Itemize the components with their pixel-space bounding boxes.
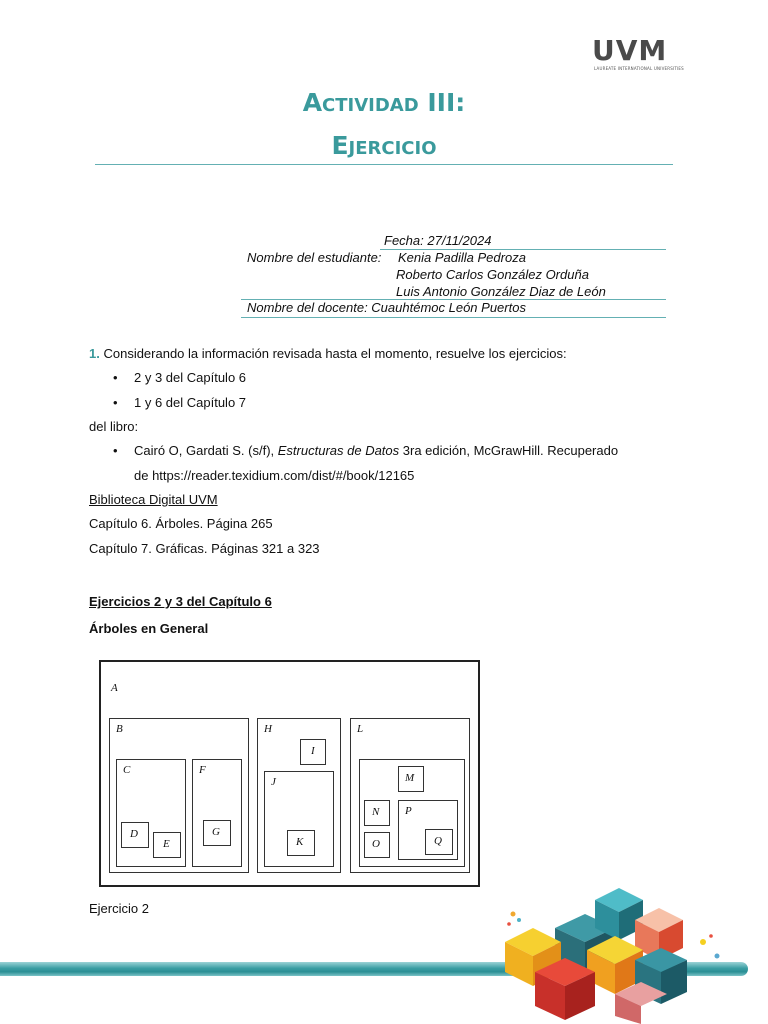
chapter-6-text: Capítulo 6. Árboles. Página 265 bbox=[89, 516, 273, 531]
node-box-k: K bbox=[287, 830, 315, 856]
node-box-m: M bbox=[398, 766, 424, 792]
node-box-o: O bbox=[364, 832, 390, 858]
intro-paragraph bbox=[89, 346, 567, 361]
info-divider bbox=[241, 317, 666, 318]
node-box-h: H I J K bbox=[257, 718, 341, 873]
chapter-7-text: Capítulo 7. Gráficas. Páginas 321 a 323 bbox=[89, 541, 320, 556]
figure-caption: Ejercicio 2 bbox=[89, 901, 149, 916]
student-name: Kenia Padilla Pedroza bbox=[398, 250, 526, 265]
tree-diagram bbox=[99, 660, 480, 887]
list-item: • 1 y 6 del Capítulo 7 bbox=[113, 395, 247, 410]
section-heading: Ejercicios 2 y 3 del Capítulo 6 bbox=[89, 594, 272, 609]
node-box-l: L M N O P Q bbox=[350, 718, 470, 873]
item-number: 1. bbox=[89, 346, 100, 361]
node-box-q: Q bbox=[425, 829, 453, 855]
node-box-inner-l bbox=[359, 759, 465, 867]
reference-item: • Cairó O, Gardati S. (s/f), Estructuras de Datos 3ra edición, McGrawHill. Recuperado bbox=[113, 443, 619, 458]
node-box-n: N bbox=[364, 800, 390, 826]
page-title: Actividad III: bbox=[302, 88, 466, 117]
date-text: Fecha: 27/11/2024 bbox=[384, 233, 492, 248]
student-name: Roberto Carlos González Orduña bbox=[396, 267, 589, 282]
title-divider bbox=[95, 164, 673, 165]
node-box-f: F G bbox=[192, 759, 242, 867]
section-subheading: Árboles en General bbox=[89, 621, 209, 636]
reference-url: de https://reader.texidium.com/dist/#/book/12165 bbox=[134, 468, 415, 483]
library-link[interactable]: Biblioteca Digital UVM bbox=[89, 492, 218, 507]
uvm-logo: UVM bbox=[592, 34, 668, 67]
node-box-j: J K bbox=[264, 771, 334, 867]
node-box-b: B C D E F G bbox=[109, 718, 249, 873]
node-box-c: C D E bbox=[116, 759, 186, 867]
node-box-p: P Q bbox=[398, 800, 458, 860]
cubes-decoration bbox=[495, 876, 735, 1024]
node-box-e: E bbox=[153, 832, 181, 858]
page-subtitle: Ejercicio bbox=[331, 131, 437, 160]
teacher-text: Nombre del docente: Cuauhtémoc León Puertos bbox=[247, 300, 526, 315]
student-name: Luis Antonio González Diaz de León bbox=[396, 284, 606, 299]
student-label: Nombre del estudiante: bbox=[247, 250, 382, 265]
book-intro: del libro: bbox=[89, 419, 139, 434]
node-box-g: G bbox=[203, 820, 231, 846]
list-item: • 2 y 3 del Capítulo 6 bbox=[113, 370, 247, 385]
logo-subtitle: LAUREATE INTERNATIONAL UNIVERSITIES bbox=[594, 66, 684, 71]
intro-text: Considerando la información revisada hasta el momento, resuelve los ejercicios: bbox=[103, 346, 567, 361]
node-box-d: D bbox=[121, 822, 149, 848]
node-box-i: I bbox=[300, 739, 326, 765]
node-label-a: A bbox=[111, 682, 118, 694]
